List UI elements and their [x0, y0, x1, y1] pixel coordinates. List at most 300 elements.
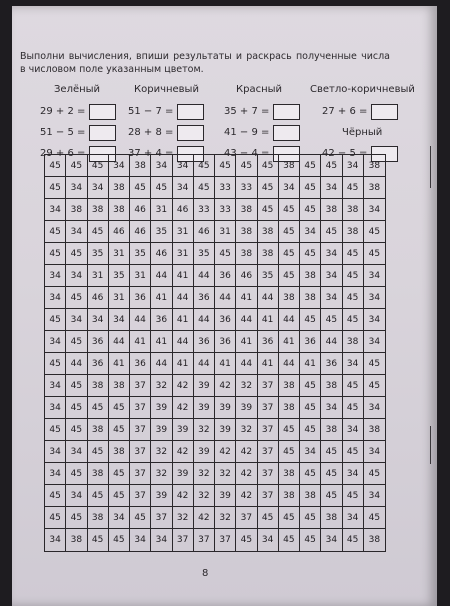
grid-cell[interactable]: 34 — [45, 375, 66, 397]
grid-cell[interactable]: 36 — [321, 353, 342, 375]
grid-cell[interactable]: 45 — [300, 155, 321, 177]
grid-cell[interactable]: 41 — [258, 309, 279, 331]
grid-cell[interactable]: 44 — [66, 353, 87, 375]
grid-cell[interactable]: 32 — [194, 485, 215, 507]
grid-cell[interactable]: 38 — [300, 287, 321, 309]
grid-cell[interactable]: 38 — [130, 155, 151, 177]
answer-box[interactable] — [177, 104, 204, 120]
grid-cell[interactable]: 38 — [279, 397, 300, 419]
grid-cell[interactable]: 42 — [173, 375, 194, 397]
grid-cell[interactable]: 34 — [88, 177, 109, 199]
grid-cell[interactable]: 35 — [88, 243, 109, 265]
grid-cell[interactable]: 45 — [194, 155, 215, 177]
grid-cell[interactable]: 45 — [364, 375, 385, 397]
grid-cell[interactable]: 35 — [151, 221, 172, 243]
grid-cell[interactable]: 45 — [66, 507, 87, 529]
grid-cell[interactable]: 46 — [130, 199, 151, 221]
grid-cell[interactable]: 44 — [279, 309, 300, 331]
grid-cell[interactable]: 38 — [236, 243, 257, 265]
grid-cell[interactable]: 45 — [88, 441, 109, 463]
grid-cell[interactable]: 45 — [300, 463, 321, 485]
grid-cell[interactable]: 39 — [194, 375, 215, 397]
grid-cell[interactable]: 37 — [130, 419, 151, 441]
grid-cell[interactable]: 38 — [109, 441, 130, 463]
grid-cell[interactable]: 45 — [343, 397, 364, 419]
grid-cell[interactable]: 34 — [364, 331, 385, 353]
answer-box[interactable] — [273, 125, 300, 141]
grid-cell[interactable]: 45 — [343, 265, 364, 287]
grid-cell[interactable]: 45 — [300, 375, 321, 397]
grid-cell[interactable]: 36 — [258, 331, 279, 353]
grid-cell[interactable]: 34 — [151, 529, 172, 551]
grid-cell[interactable]: 45 — [279, 221, 300, 243]
grid-cell[interactable]: 36 — [194, 331, 215, 353]
grid-cell[interactable]: 32 — [194, 463, 215, 485]
grid-cell[interactable]: 38 — [300, 485, 321, 507]
grid-cell[interactable]: 34 — [321, 287, 342, 309]
grid-cell[interactable]: 31 — [173, 221, 194, 243]
grid-cell[interactable]: 38 — [364, 177, 385, 199]
grid-cell[interactable]: 34 — [321, 177, 342, 199]
grid-cell[interactable]: 45 — [343, 375, 364, 397]
grid-cell[interactable]: 45 — [300, 309, 321, 331]
grid-cell[interactable]: 34 — [321, 529, 342, 551]
grid-cell[interactable]: 36 — [215, 309, 236, 331]
grid-cell[interactable]: 45 — [109, 529, 130, 551]
grid-cell[interactable]: 37 — [151, 507, 172, 529]
grid-cell[interactable]: 34 — [364, 199, 385, 221]
grid-cell[interactable]: 37 — [236, 507, 257, 529]
example: 28 + 8 = — [128, 127, 174, 138]
grid-cell[interactable]: 45 — [300, 419, 321, 441]
grid-cell[interactable]: 39 — [194, 397, 215, 419]
grid-cell[interactable]: 36 — [88, 353, 109, 375]
grid-cell[interactable]: 33 — [236, 177, 257, 199]
grid-cell[interactable]: 45 — [45, 507, 66, 529]
grid-cell[interactable]: 34 — [364, 441, 385, 463]
grid-cell[interactable]: 44 — [279, 353, 300, 375]
example: 27 + 6 = — [322, 106, 368, 117]
grid-cell[interactable]: 34 — [66, 221, 87, 243]
grid-cell[interactable]: 45 — [279, 507, 300, 529]
grid-cell[interactable]: 45 — [258, 199, 279, 221]
grid-cell[interactable]: 45 — [45, 353, 66, 375]
grid-cell[interactable]: 34 — [364, 309, 385, 331]
grid-cell[interactable]: 44 — [151, 353, 172, 375]
grid-cell[interactable]: 45 — [279, 441, 300, 463]
grid-cell[interactable]: 35 — [109, 265, 130, 287]
grid-cell[interactable]: 45 — [45, 221, 66, 243]
grid-cell[interactable]: 34 — [66, 485, 87, 507]
grid-cell[interactable]: 37 — [258, 485, 279, 507]
grid-cell[interactable]: 38 — [321, 375, 342, 397]
grid-cell[interactable]: 38 — [279, 485, 300, 507]
grid-cell[interactable]: 38 — [279, 375, 300, 397]
grid-cell[interactable]: 41 — [258, 353, 279, 375]
grid-cell[interactable]: 39 — [173, 463, 194, 485]
grid-cell[interactable]: 34 — [151, 155, 172, 177]
grid-cell[interactable]: 45 — [321, 441, 342, 463]
grid-cell[interactable]: 44 — [321, 331, 342, 353]
grid-cell[interactable]: 45 — [45, 309, 66, 331]
grid-cell[interactable]: 38 — [343, 221, 364, 243]
grid-cell[interactable]: 34 — [45, 287, 66, 309]
grid-cell[interactable]: 37 — [130, 441, 151, 463]
grid-cell[interactable]: 45 — [300, 397, 321, 419]
grid-cell[interactable]: 46 — [173, 199, 194, 221]
grid-cell[interactable]: 38 — [66, 199, 87, 221]
grid-cell[interactable]: 34 — [343, 419, 364, 441]
grid-cell[interactable]: 31 — [215, 221, 236, 243]
grid-cell[interactable]: 41 — [130, 331, 151, 353]
grid-cell[interactable]: 34 — [45, 441, 66, 463]
answer-box[interactable] — [371, 104, 398, 120]
grid-cell[interactable]: 37 — [215, 529, 236, 551]
answer-box[interactable] — [273, 104, 300, 120]
grid-cell[interactable]: 45 — [194, 177, 215, 199]
grid-cell[interactable]: 41 — [173, 353, 194, 375]
grid-cell[interactable]: 45 — [66, 375, 87, 397]
grid-cell[interactable]: 37 — [258, 397, 279, 419]
grid-cell[interactable]: 32 — [236, 375, 257, 397]
answer-box[interactable] — [89, 125, 116, 141]
grid-cell[interactable]: 31 — [173, 243, 194, 265]
grid-cell[interactable]: 45 — [236, 529, 257, 551]
grid-cell[interactable]: 38 — [279, 287, 300, 309]
grid-cell[interactable]: 41 — [215, 353, 236, 375]
grid-cell[interactable]: 37 — [258, 463, 279, 485]
grid-cell[interactable]: 31 — [88, 265, 109, 287]
grid-cell[interactable]: 32 — [151, 375, 172, 397]
grid-cell[interactable]: 38 — [368, 535, 381, 545]
grid-cell[interactable]: 45 — [258, 155, 279, 177]
grid-cell[interactable]: 45 — [279, 265, 300, 287]
grid-cell[interactable]: 38 — [109, 177, 130, 199]
grid-cell[interactable]: 45 — [45, 177, 66, 199]
grid-cell[interactable]: 39 — [236, 397, 257, 419]
grid-cell[interactable]: 42 — [215, 441, 236, 463]
grid-cell[interactable]: 33 — [215, 177, 236, 199]
grid-cell[interactable]: 42 — [194, 507, 215, 529]
grid-cell[interactable]: 46 — [151, 243, 172, 265]
grid-cell[interactable]: 45 — [130, 507, 151, 529]
grid-cell[interactable]: 44 — [109, 331, 130, 353]
grid-cell[interactable]: 38 — [364, 419, 385, 441]
color-label: Светло-коричневый — [310, 84, 415, 95]
grid-cell[interactable]: 45 — [364, 243, 385, 265]
grid-cell[interactable]: 31 — [109, 287, 130, 309]
grid-cell[interactable]: 45 — [66, 287, 87, 309]
grid-cell[interactable]: 35 — [194, 243, 215, 265]
grid-cell[interactable]: 44 — [151, 265, 172, 287]
grid-cell[interactable]: 44 — [173, 331, 194, 353]
grid-cell[interactable]: 34 — [321, 397, 342, 419]
grid-cell[interactable]: 44 — [258, 287, 279, 309]
grid-cell[interactable]: 45 — [45, 155, 66, 177]
grid-cell[interactable]: 41 — [236, 331, 257, 353]
grid-cell[interactable]: 33 — [194, 199, 215, 221]
grid-cell[interactable]: 45 — [279, 199, 300, 221]
grid-cell[interactable]: 34 — [66, 265, 87, 287]
grid-cell[interactable]: 36 — [151, 309, 172, 331]
grid-cell[interactable]: 38 — [88, 199, 109, 221]
grid-cell[interactable]: 39 — [151, 419, 172, 441]
grid-cell[interactable]: 36 — [88, 331, 109, 353]
grid-cell[interactable]: 36 — [215, 331, 236, 353]
grid-cell[interactable]: 34 — [45, 265, 66, 287]
grid-cell[interactable]: 44 — [194, 353, 215, 375]
grid-cell[interactable]: 34 — [45, 199, 66, 221]
grid-cell[interactable]: 38 — [279, 155, 300, 177]
grid-cell[interactable]: 44 — [236, 353, 257, 375]
grid-cell[interactable]: 34 — [321, 243, 342, 265]
grid-cell[interactable]: 38 — [88, 419, 109, 441]
grid-cell[interactable]: 31 — [151, 199, 172, 221]
grid-cell[interactable]: 44 — [130, 309, 151, 331]
grid-cell[interactable]: 41 — [279, 331, 300, 353]
grid-cell[interactable]: 45 — [66, 155, 87, 177]
grid-cell[interactable]: 35 — [130, 243, 151, 265]
grid-cell[interactable]: 38 — [321, 419, 342, 441]
grid-cell[interactable]: 44 — [194, 309, 215, 331]
grid-cell[interactable]: 45 — [109, 397, 130, 419]
grid-cell[interactable]: 41 — [173, 265, 194, 287]
grid-cell[interactable]: 34 — [279, 177, 300, 199]
grid-cell[interactable]: 37 — [130, 397, 151, 419]
grid-cell[interactable]: 46 — [194, 221, 215, 243]
grid-cell[interactable]: 45 — [215, 155, 236, 177]
grid-cell[interactable]: 42 — [236, 485, 257, 507]
grid-cell[interactable]: 34 — [343, 155, 364, 177]
grid-cell[interactable]: 34 — [45, 529, 66, 551]
grid-cell[interactable]: 45 — [45, 243, 66, 265]
grid-cell[interactable]: 45 — [364, 353, 385, 375]
grid-cell[interactable]: 45 — [300, 529, 321, 551]
grid-cell[interactable]: 32 — [151, 463, 172, 485]
grid-cell[interactable]: 38 — [66, 529, 87, 551]
grid-cell[interactable]: 39 — [151, 485, 172, 507]
grid-cell[interactable]: 36 — [194, 287, 215, 309]
grid-cell[interactable]: 37 — [258, 441, 279, 463]
grid-cell[interactable]: 38 — [321, 507, 342, 529]
grid-cell[interactable]: 45 — [258, 177, 279, 199]
grid-cell[interactable]: 34 — [364, 265, 385, 287]
grid-cell[interactable]: 34 — [343, 353, 364, 375]
grid-cell[interactable]: 34 — [173, 155, 194, 177]
grid-cell[interactable]: 38 — [236, 221, 257, 243]
grid-cell[interactable]: 34 — [45, 463, 66, 485]
grid-cell[interactable]: 32 — [151, 441, 172, 463]
grid-cell[interactable]: 45 — [300, 243, 321, 265]
grid-cell[interactable]: 41 — [173, 309, 194, 331]
grid-cell[interactable]: 34 — [66, 177, 87, 199]
grid-cell[interactable]: 46 — [130, 221, 151, 243]
grid-cell[interactable]: 45 — [258, 507, 279, 529]
grid-cell[interactable]: 45 — [321, 463, 342, 485]
grid-cell[interactable]: 45 — [88, 485, 109, 507]
grid-cell[interactable]: 44 — [173, 287, 194, 309]
grid-cell[interactable]: 46 — [109, 221, 130, 243]
grid-cell[interactable]: 34 — [364, 485, 385, 507]
grid-cell[interactable]: 46 — [236, 265, 257, 287]
grid-cell[interactable]: 36 — [130, 287, 151, 309]
grid-cell[interactable]: 45 — [364, 507, 385, 529]
grid-cell[interactable]: 34 — [343, 463, 364, 485]
grid-cell[interactable]: 32 — [194, 419, 215, 441]
grid-cell[interactable]: 45 — [343, 309, 364, 331]
grid-cell[interactable]: 38 — [279, 463, 300, 485]
grid-cell[interactable]: 31 — [130, 265, 151, 287]
grid-cell[interactable]: 45 — [215, 243, 236, 265]
example: 51 − 7 = — [128, 106, 174, 117]
grid-cell[interactable]: 37 — [130, 485, 151, 507]
grid-cell[interactable]: 38 — [321, 199, 342, 221]
grid-cell[interactable]: 45 — [88, 221, 109, 243]
grid-cell[interactable]: 36 — [215, 265, 236, 287]
grid-cell[interactable]: 32 — [173, 507, 194, 529]
grid-cell[interactable]: 42 — [236, 441, 257, 463]
grid-cell[interactable]: 45 — [300, 199, 321, 221]
grid-cell[interactable]: 45 — [300, 507, 321, 529]
grid-cell[interactable]: 45 — [236, 155, 257, 177]
grid-cell[interactable]: 38 — [258, 221, 279, 243]
grid-cell[interactable]: 34 — [321, 265, 342, 287]
grid-cell[interactable]: 38 — [343, 331, 364, 353]
grid-cell[interactable]: 34 — [88, 309, 109, 331]
grid-cell[interactable]: 37 — [130, 463, 151, 485]
grid-cell[interactable]: 34 — [258, 529, 279, 551]
grid-cell[interactable]: 31 — [109, 243, 130, 265]
grid-cell[interactable]: 34 — [45, 331, 66, 353]
grid-cell[interactable]: 34 — [66, 309, 87, 331]
grid-cell[interactable]: 39 — [215, 397, 236, 419]
grid-cell[interactable]: 37 — [173, 529, 194, 551]
grid-cell[interactable]: 42 — [215, 375, 236, 397]
grid-cell[interactable]: 45 — [66, 331, 87, 353]
grid-cell[interactable]: 38 — [236, 199, 257, 221]
grid-cell[interactable]: 39 — [151, 397, 172, 419]
grid-cell[interactable]: 45 — [364, 463, 385, 485]
grid-cell[interactable]: 45 — [321, 485, 342, 507]
grid-cell[interactable]: 45 — [88, 397, 109, 419]
grid-cell[interactable]: 46 — [88, 287, 109, 309]
grid-cell[interactable]: 41 — [236, 287, 257, 309]
grid-cell[interactable]: 45 — [364, 221, 385, 243]
grid-cell[interactable]: 45 — [151, 177, 172, 199]
grid-cell[interactable]: 36 — [130, 353, 151, 375]
grid-cell[interactable]: 41 — [151, 287, 172, 309]
grid-cell[interactable]: 45 — [343, 287, 364, 309]
grid-cell[interactable]: 34 — [173, 177, 194, 199]
grid-cell[interactable]: 32 — [215, 507, 236, 529]
grid-cell[interactable]: 35 — [258, 265, 279, 287]
grid-cell[interactable]: 34 — [343, 507, 364, 529]
grid-cell[interactable]: 44 — [194, 265, 215, 287]
grid-cell[interactable]: 45 — [109, 485, 130, 507]
grid-cell[interactable]: 42 — [236, 463, 257, 485]
example: 37 + 4 = — [128, 148, 174, 159]
grid-cell[interactable]: 42 — [173, 485, 194, 507]
grid-cell[interactable]: 39 — [173, 419, 194, 441]
grid-cell[interactable]: 42 — [173, 441, 194, 463]
grid-cell[interactable]: 32 — [236, 419, 257, 441]
grid-cell[interactable]: 44 — [236, 309, 257, 331]
grid-cell[interactable]: 45 — [88, 529, 109, 551]
grid-cell[interactable]: 37 — [194, 529, 215, 551]
grid-cell[interactable]: 38 — [88, 507, 109, 529]
grid-cell[interactable]: 45 — [45, 419, 66, 441]
grid-cell[interactable]: 45 — [343, 243, 364, 265]
grid-cell[interactable]: 45 — [45, 485, 66, 507]
grid-cell[interactable]: 41 — [300, 353, 321, 375]
grid-cell[interactable]: 32 — [215, 463, 236, 485]
grid-cell[interactable]: 45 — [300, 177, 321, 199]
grid-cell[interactable]: 45 — [279, 419, 300, 441]
grid-cell[interactable]: 38 — [364, 155, 385, 177]
grid-cell[interactable]: 45 — [88, 155, 109, 177]
grid-cell[interactable]: 45 — [109, 463, 130, 485]
grid-cell[interactable]: 34 — [364, 397, 385, 419]
grid-cell[interactable]: 38 — [300, 265, 321, 287]
grid-cell[interactable]: 38 — [109, 375, 130, 397]
grid-cell[interactable]: 37 — [130, 375, 151, 397]
grid-cell[interactable]: 33 — [215, 199, 236, 221]
grid-cell[interactable]: 38 — [88, 463, 109, 485]
grid-cell[interactable]: 45 — [321, 221, 342, 243]
grid-cell[interactable]: 34 — [300, 441, 321, 463]
grid-cell[interactable]: 34 — [109, 309, 130, 331]
grid-cell[interactable]: 34 — [364, 287, 385, 309]
grid-cell[interactable]: 37 — [258, 419, 279, 441]
grid-cell[interactable]: 45 — [279, 529, 300, 551]
grid-cell[interactable]: 37 — [258, 375, 279, 397]
grid-cell[interactable]: 41 — [109, 353, 130, 375]
grid-cell[interactable]: 34 — [300, 221, 321, 243]
grid-cell[interactable]: 45 — [343, 485, 364, 507]
grid-cell[interactable]: 38 — [88, 375, 109, 397]
grid-cell[interactable]: 39 — [194, 441, 215, 463]
grid-cell[interactable]: 34 — [109, 155, 130, 177]
grid-cell[interactable]: 34 — [109, 507, 130, 529]
grid-cell[interactable]: 45 — [66, 397, 87, 419]
grid-cell[interactable]: 39 — [215, 419, 236, 441]
grid-cell[interactable]: 38 — [258, 243, 279, 265]
grid-cell[interactable]: 45 — [130, 177, 151, 199]
grid-cell[interactable]: 38 — [343, 199, 364, 221]
grid-cell[interactable]: 42 — [173, 397, 194, 419]
grid-cell[interactable]: 45 — [321, 309, 342, 331]
grid-cell[interactable]: 45 — [66, 463, 87, 485]
grid-cell[interactable]: 45 — [343, 529, 364, 551]
grid-cell[interactable]: 34 — [45, 397, 66, 419]
grid-cell[interactable]: 45 — [66, 243, 87, 265]
grid-cell[interactable]: 45 — [343, 177, 364, 199]
grid-cell[interactable]: 45 — [279, 243, 300, 265]
answer-box[interactable] — [177, 125, 204, 141]
grid-cell[interactable]: 39 — [215, 485, 236, 507]
grid-cell[interactable]: 38 — [109, 199, 130, 221]
answer-box[interactable] — [89, 104, 116, 120]
grid-cell[interactable]: 44 — [215, 287, 236, 309]
grid-cell[interactable]: 45 — [66, 419, 87, 441]
grid-cell[interactable]: 36 — [300, 331, 321, 353]
grid-cell[interactable]: 45 — [109, 419, 130, 441]
grid-cell[interactable]: 34 — [66, 441, 87, 463]
grid-cell[interactable]: 41 — [151, 331, 172, 353]
grid-cell[interactable]: 45 — [321, 155, 342, 177]
grid-cell[interactable]: 34 — [130, 529, 151, 551]
grid-cell[interactable]: 45 — [343, 441, 364, 463]
